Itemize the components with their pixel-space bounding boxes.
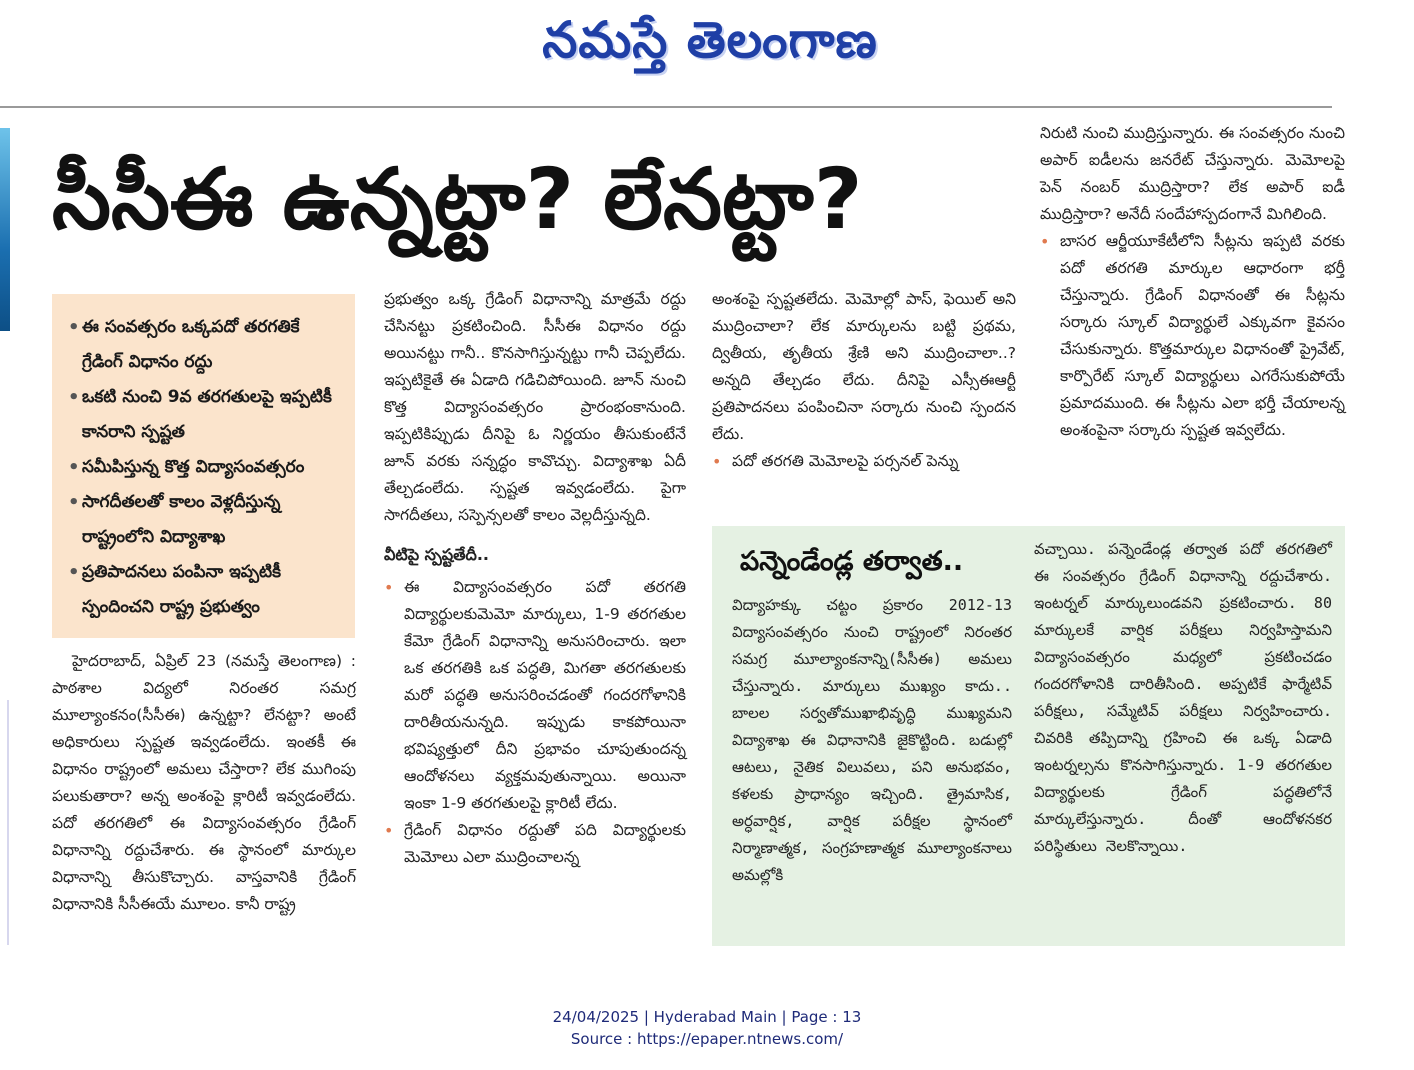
highlight-item — [68, 380, 345, 450]
bullet-icon: • — [68, 457, 80, 478]
bullet-text: ఈ విద్యాసంవత్సరం పదో తరగతి విద్యార్థులకుమెమో మార్కులు, 1-9 తరగతుల కేమో గ్రేడింగ్ విధానాన్ని అనుసరించారు. ఇలా ఒక తరగతికి ఒక పద్ధతి, మిగతా తరగతులకు మరో పద్ధతి అనుసరించడంతో గందరగోళానికి దారితీయనున్నది. ఇప్పుడు కాకపోయినా భవిష్యత్తులో దీని ప్రభావం చూపుతుందన్న ఆందోళనలు వ్యక్తమవుతున్నాయి. అయినా ఇంకా 1-9 తరగతులపై క్లారిటీ లేదు. — [404, 578, 686, 812]
bullet-point — [712, 448, 1016, 475]
highlight-item — [68, 310, 345, 380]
bullet-icon: • — [68, 562, 80, 583]
highlight-item — [68, 555, 345, 625]
bullet-text: గ్రేడింగ్ విధానం రద్దుతో పది విద్యార్థులకు మెమోలు ఎలా ముద్రించాలన్న — [404, 821, 686, 866]
article-subheading: వీటిపై స్పష్టతేదీ.. — [384, 545, 490, 564]
box-paragraph: వచ్చాయి. పన్నెండేండ్ల తర్వాత పదో తరగతిలో ఈ సంవత్సరం గ్రేడింగ్ విధానాన్ని రద్దుచేశారు. ఇంటర్నల్ మార్కులుండవని ప్రకటించారు. 80 మార్కులకే వార్షిక పరీక్షలు నిర్వహిస్తామని విద్యాసంవత్సరం మధ్యలో ప్రకటించడం గందరగోళానికి దారితీసింది. అప్పటికే ఫార్మేటివ్ పరీక్షలు, సమ్మేటివ్ పరీక్షలు నిర్వహించారు. చివరికి తప్పిదాన్ని గ్రహించి ఈ ఒక్క ఏడాది ఇంటర్నల్సను కొనసాగిస్తున్నారు. 1-9 తరగతుల విద్యార్థులకు గ్రేడింగ్ పద్ధతిలోనే మార్కులేస్తున్నారు. దీంతో ఆందోళనకర పరిస్థితులు నెలకొన్నాయి. — [1034, 540, 1332, 855]
box-column-2 — [1034, 536, 1332, 860]
bullet-point — [384, 574, 686, 817]
sidebar-box — [712, 526, 1345, 946]
box-heading: పన్నెండేండ్ల తర్వాత.. — [740, 546, 964, 577]
article-paragraph: అంశంపై స్పష్టతలేదు. మెమోల్లో పాస్, ఫెయిల్ అని ముద్రించాలా? లేక మార్కులను బట్టి ప్రథమ, ద్వితీయ, తృతీయ శ్రేణి అని ముద్రించాలా..? అన్నది తేల్చడం లేదు. దీనిపై ఎస్సీఈఆర్టీ ప్రతిపాదనలు పంపించినా సర్కారు నుంచి స్పందన లేదు. — [712, 290, 1016, 443]
highlights-box — [52, 294, 355, 638]
bullet-point — [384, 817, 686, 871]
highlight-text: ప్రతిపాదనలు పంపినా ఇప్పటికీ స్పందించని రాష్ట్ర ప్రభుత్వం — [82, 562, 282, 617]
adjacent-photo-strip — [0, 128, 10, 331]
bullet-icon: • — [712, 452, 722, 471]
bullet-point — [1040, 228, 1345, 444]
article-paragraph: ప్రభుత్వం ఒక్క గ్రేడింగ్ విధానాన్ని మాత్రమే రద్దు చేసినట్టు ప్రకటించింది. సీసీఈ విధానం రద్దు అయినట్టు గానీ.. కొనసాగిస్తున్నట్టు గానీ చెప్పలేదు. ఇప్పటికైతే ఈ ఏడాది గడిచిపోయింది. జూన్ నుంచి కొత్త విద్యాసంవత్సరం ప్రారంభంకానుంది. ఇప్పటికిప్పుడు దీనిపై ఓ నిర్ణయం తీసుకుంటేనే జూన్ వరకు సన్నద్ధం కావొచ్చు. విద్యాశాఖ ఏదీ తేల్చడంలేదు. స్పష్టత ఇవ్వడంలేదు. పైగా సాగదీతలు, సస్పెన్సలతో కాలం వెల్లదీస్తున్నది. — [384, 290, 686, 524]
bullet-icon: • — [384, 821, 394, 840]
bullet-text: పదో తరగతి మెమోలపై పర్సనల్ పెన్ను — [732, 452, 959, 470]
highlight-text: సాగదీతలతో కాలం వెళ్లదీస్తున్న రాష్ట్రంలోని విద్యాశాఖ — [82, 492, 281, 547]
highlight-text: సమీపిస్తున్న కొత్త విద్యాసంవత్సరం — [82, 457, 305, 477]
article-column-1 — [52, 648, 356, 918]
highlight-text: ఈ సంవత్సరం ఒక్కపదో తరగతికే గ్రేడింగ్ విధానం రద్దు — [82, 317, 300, 372]
masthead-divider — [0, 106, 1332, 108]
article-headline: సీసీఈ ఉన్నట్టా? లేనట్టా? — [52, 150, 863, 248]
box-paragraph: విద్యాహక్కు చట్టం ప్రకారం 2012-13 విద్యాసంవత్సరం నుంచి రాష్ట్రంలో నిరంతర సమగ్ర మూల్యాంకనాన్ని(సీసీఈ) అమలు చేస్తున్నారు. మార్కులు ముఖ్యం కాదు.. బాలల సర్వతోముఖాభివృద్ధి ముఖ్యమని విద్యాశాఖ ఈ విధానానికి జైకొట్టింది. బడుల్లో ఆటలు, నైతిక విలువలు, పని అనుభవం, కళలకు ప్రాధాన్యం ఇచ్చింది. త్రైమాసిక, అర్ధవార్షిక, వార్షిక పరీక్షల స్థానంలో నిర్మాణాత్మక, సంగ్రహణాత్మక మూల్యాంకనాలు అమల్లోకి — [732, 596, 1012, 884]
highlight-item — [68, 450, 345, 485]
page-footer — [0, 1006, 1414, 1050]
bullet-icon: • — [68, 387, 80, 408]
bullet-text: బాసర ఆర్జీయూకేటీలోని సీట్లను ఇప్పటి వరకు పదో తరగతి మార్కుల ఆధారంగా భర్తీ చేస్తున్నారు. గ్రేడింగ్ విధానంతో ఈ సీట్లను సర్కారు స్కూల్ విద్యార్థులే ఎక్కువగా కైవసం చేసుకున్నారు. కొత్తమార్కుల విధానంతో ప్రైవేట్, కార్పొరేట్ స్కూల్ విద్యార్థులు ఎగరేసుకుపోయే ప్రమాదముంది. ఈ సీట్లను ఎలా భర్తీ చేయాలన్న అంశంపైనా సర్కారు స్పష్టత ఇవ్వలేదు. — [1060, 232, 1345, 439]
article-paragraph: నిరుటి నుంచి ముద్రిస్తున్నారు. ఈ సంవత్సరం నుంచి అపార్ ఐడీలను జనరేట్ చేస్తున్నారు. మెమోలపై పెన్ నంబర్ ముద్రిస్తారా? లేక అపార్ ఐడీ ముద్రిస్తారా? అనేదీ సందేహాస్పదంగానే మిగిలింది. — [1040, 124, 1345, 223]
adjacent-column-rule — [7, 700, 9, 945]
article-column-4 — [1040, 120, 1345, 444]
article-column-3 — [712, 286, 1016, 475]
bullet-icon: • — [68, 492, 80, 513]
box-column-1 — [732, 592, 1012, 889]
footer-date-edition: 24/04/2025 | Hyderabad Main | Page : 13 — [552, 1008, 862, 1026]
bullet-icon: • — [1040, 232, 1050, 251]
highlight-item — [68, 485, 345, 555]
footer-source[interactable]: Source : https://epaper.ntnews.com/ — [570, 1030, 844, 1048]
bullet-icon: • — [68, 317, 80, 338]
highlight-text: ఒకటి నుంచి 9వ తరగతులపై ఇప్పటికీ కానరాని స్పష్టత — [82, 387, 332, 442]
article-paragraph: హైదరాబాద్, ఏప్రిల్ 23 (నమస్తే తెలంగాణ) : పాఠశాల విద్యలో నిరంతర సమగ్ర మూల్యాంకనం(సీసీఈ) ఉన్నట్టా? లేనట్టా? అంటే అధికారులు స్పష్టత ఇవ్వడంలేదు. ఇంతకీ ఈ విధానం రాష్ట్రంలో అమలు చేస్తారా? లేక ముగింపు పలుకుతారా? అన్న అంశంపై క్లారిటీ ఇవ్వడంలేదు. పదో తరగతిలో ఈ విద్యాసంవత్సరం గ్రేడింగ్ విధానాన్ని రద్దుచేశారు. ఈ స్థానంలో మార్కుల విధానాన్ని తీసుకొచ్చారు. వాస్తవానికి గ్రేడింగ్ విధానానికి సీసీఈయే మూలం. కానీ రాష్ట్ర — [52, 652, 356, 913]
article-column-2 — [384, 286, 686, 871]
bullet-icon: • — [384, 578, 394, 597]
newspaper-masthead: నమస్తే తెలంగాణ — [542, 10, 878, 69]
